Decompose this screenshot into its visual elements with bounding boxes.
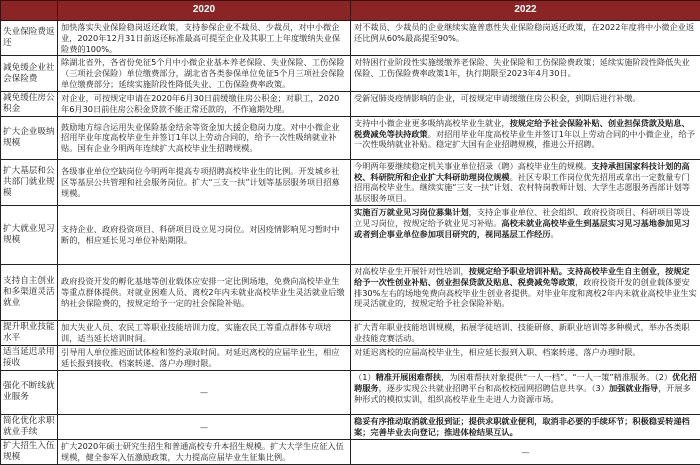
cell-2020: 支持企业、政府投资项目、科研项目设立见习岗位。对因疫情影响见习暂时中断的，相应延长见习单位补贴期限。: [58, 205, 351, 264]
row-label: 提升职业技能水平: [1, 320, 58, 345]
text: ，政府投资开发的创业载体要安排30%左右的场地免费向高校毕业生创业者提供。对毕业年度和离校2年内未就业高校毕业生实现灵活就业的，按规定给予社会保险补贴。: [354, 277, 697, 309]
table-row: [1, 320, 700, 345]
table-header-row: [1, 1, 700, 21]
bold-text: 稳妥有序推动取消就业报到证；提供求职就业便利，取消非必要的手续环节；积极稳妥转递档案；完善毕业去向登记；推进体检结果互认。: [354, 416, 690, 437]
text: （1）: [354, 372, 376, 382]
cell-2020: 加大失业人员、农民工等职业技能培训力度，实施农民工等重点群体专项培训，适当延长培训时间。: [58, 320, 351, 345]
row-label: 扩大基层和公共部门就业规模: [1, 159, 58, 205]
text: 。: [551, 229, 559, 239]
table-row: [1, 159, 700, 205]
table-row: [1, 116, 700, 159]
table-row: [1, 414, 700, 439]
text: ，逐步实现公共就业招聘平台和高校校园网招聘信息共享。（3）: [379, 383, 609, 393]
bold-text: 按规定给予职业培训补贴。支持高校毕业生自主创业，按规定给予一次性创业补贴、创业担保贷款及贴息、税费减免等政策: [354, 266, 690, 287]
header-2022: 2022: [351, 1, 700, 21]
text: 对高校毕业生开展针对性培训，: [354, 266, 469, 276]
text: 。社区专职工作岗位优先招用或拿出一定数量专门招用高校毕业生。继续实施“三支一扶”计划、农村特岗教师计划、大学生志愿服务西部计划等基层服务项目。: [354, 172, 690, 204]
cell-2022: 扩大青年职业技能培训规模，拓展学徒培训、技能研修、新职业培训等多种模式，举办各类职业技能竞赛活动。: [351, 320, 700, 345]
header-category: [1, 1, 58, 21]
table-row: [1, 91, 700, 116]
cell-2022-empty: —: [351, 439, 700, 464]
cell-2020-empty: —: [58, 414, 351, 439]
cell-2020: 政府投资开发的孵化基地等创业载体应安排一定比例场地，免费向高校毕业生等重点群体提供。对就业困难人员、离校2年内未就业高校毕业生灵活就业后缴纳社会保险费的，按规定给予一定的社会保险补贴。: [58, 264, 351, 320]
cell-2022: [351, 116, 700, 159]
cell-2022: [351, 414, 700, 439]
text: ，开展多种形式的模拟实训，组织高校毕业生走进人力资源市场。: [354, 383, 691, 404]
text: ，为困难帮扶对象提供“一人一档”、“一人一策”精准服务。（2）: [441, 372, 672, 382]
row-label: 强化不断线就业服务: [1, 370, 58, 414]
row-label: 适当延迟录用接收: [1, 345, 58, 370]
table-row: [1, 370, 700, 414]
cell-2020: 加快落实失业保险稳岗返还政策，支持参保企业不裁员、少裁员，对中小微企业，2020年12月31日前返还标准最高可提至企业及其职工上年度缴纳失业保险费的100%。: [58, 21, 351, 56]
row-label: 扩大招生入伍规模: [1, 439, 58, 464]
text: 支持中小微企业更多吸纳高校毕业生就业，: [354, 118, 510, 128]
cell-2022: 对特困行业阶段性实施缓缴养老保险、失业保险和工伤保险费政策；延续实施阶段性降低失业保险、工伤保险费率政策1年，执行期限至2023年4月30日。: [351, 56, 700, 91]
bold-text: 加强就业指导: [609, 383, 658, 393]
table-row: [1, 345, 700, 370]
table-row: [1, 205, 700, 264]
row-label: 减免缓企业社会保险费: [1, 56, 58, 91]
cell-2022: 对延迟离校的应届高校毕业生，相应延长报到入职、档案转递、落户办理时限。: [351, 345, 700, 370]
cell-2022: 受新冠肺炎疫情影响的企业，可按规定申请缓缴住房公积金，到期后进行补缴。: [351, 91, 700, 116]
cell-2020: 引导用人单位推迟面试体检和签约录取时间。对延迟离校的应届毕业生，相应延长报到接收、档案转递、落户办理时限。: [58, 345, 351, 370]
cell-2020: 除湖北省外，各省份免征5个月中小微企业基本养老保险、失业保险、工伤保险（三项社会保险）单位缴费部分，湖北省各类参保单位免征5个月三项社会保险单位缴费部分；延续实施阶段性降低失业、工伤保险费率政策。: [58, 56, 351, 91]
cell-2020: 对企业，可按规定申请在2020年6月30日前缓缴住房公积金；对职工，2020年6月30日前住房公积金贷款不能正常还款的，不作逾期处理。: [58, 91, 351, 116]
text: 。对招用毕业年度高校毕业生并签订1年以上劳动合同的中小微企业，给予一次性吸纳就业补贴。稳定扩大国有企业招聘规模，推进公开招聘。: [354, 129, 695, 150]
table-row: [1, 56, 700, 91]
cell-2022: [351, 205, 700, 264]
bold-text: 按规定给予社会保险补贴、创业担保贷款及贴息、税费减免等扶持政策: [354, 118, 690, 139]
cell-2020: 鼓励地方综合运用失业保险基金结余等资金加大援企稳岗力度。对中小微企业招用毕业年度高校毕业生并签订1年以上劳动合同的，给予一次性吸纳就业补贴。国有企业今明两年连续扩大高校毕业生招聘规模。: [58, 116, 351, 159]
text: 今明两年要继续稳定机关事业单位招录（聘）高校毕业生的规模。: [354, 161, 591, 171]
row-label: 失业保险费返还: [1, 21, 58, 56]
cell-2022: [351, 370, 700, 414]
bold-text: 优化招聘服务: [354, 372, 697, 393]
cell-2020-empty: —: [58, 370, 351, 414]
cell-2022: [351, 264, 700, 320]
bold-text: 实施百万就业见习岗位募集计划: [354, 207, 469, 217]
cell-2020: 各级事业单位空缺岗位今明两年提高专项招聘高校毕业生的比例。开发城乡社区等基层公共管理和社会服务岗位。扩大“三支一扶”计划等基层服务项目招募规模。: [58, 159, 351, 205]
cell-2020: 扩大2020年硕士研究生招生和普通高校专升本招生规模。扩大大学生应征入伍规模，健全参军入伍激励政策，大力提高应届毕业生征集比例。: [58, 439, 351, 464]
text: ，支持企事业单位、社会组织、政府投资项目、科研项目等设立见习岗位，按规定给予就业见习补贴。: [354, 207, 690, 228]
table-row: [1, 439, 700, 464]
row-label: 扩大就业见习规模: [1, 205, 58, 264]
table-row: [1, 21, 700, 56]
bold-text: 支持承担国家科技计划的高校、科研院所和企业扩大科研助理岗位规模: [354, 161, 690, 182]
bold-text: 高校未就业高校毕业生到基层实习见习基地参加见习或者到企事业单位参加项目研究的，视同基层工作经历: [354, 218, 690, 239]
row-label: 减免缓住房公积金: [1, 91, 58, 116]
bold-text: 精准开展困难帮扶: [376, 372, 442, 382]
row-label: 简化优化求职就业手续: [1, 414, 58, 439]
cell-2022: 对不裁员、少裁员的企业继续实施普惠性失业保险稳岗返还政策，在2022年度将中小微企业返还比例从60%最高提至90%。: [351, 21, 700, 56]
header-2020: 2020: [58, 1, 351, 21]
row-label: 支持自主创业和多渠道灵活就业: [1, 264, 58, 320]
row-label: 扩大企业吸纳规模: [1, 116, 58, 159]
cell-2022: [351, 159, 700, 205]
table-row: [1, 264, 700, 320]
